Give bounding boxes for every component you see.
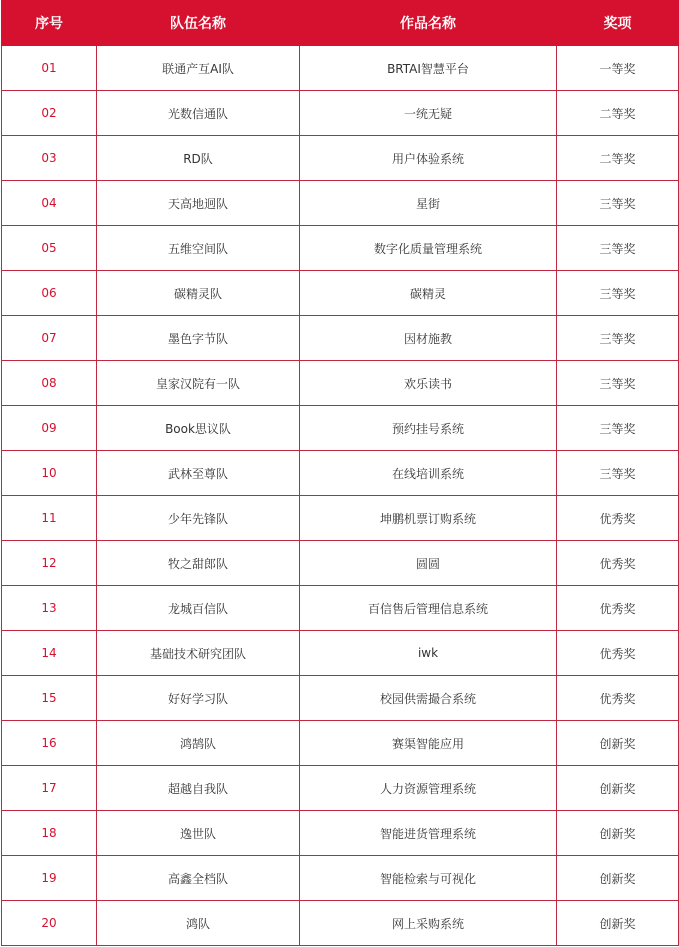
work-cell: 赛渠智能应用 [300, 721, 557, 766]
award-cell: 三等奖 [557, 361, 679, 406]
table-row [2, 316, 679, 361]
table-row [2, 586, 679, 631]
table-row [2, 271, 679, 316]
award-cell: 三等奖 [557, 406, 679, 451]
team-cell: 逸世队 [97, 811, 300, 856]
work-cell: 一统无疑 [300, 91, 557, 136]
table-row [2, 226, 679, 271]
table-row [2, 451, 679, 496]
work-cell: iwk [300, 631, 557, 676]
team-cell: 碳精灵队 [97, 271, 300, 316]
award-cell: 创新奖 [557, 811, 679, 856]
seq-cell: 20 [2, 901, 97, 946]
team-cell: 光数信通队 [97, 91, 300, 136]
work-cell: 因材施教 [300, 316, 557, 361]
table-row [2, 91, 679, 136]
work-cell: 在线培训系统 [300, 451, 557, 496]
work-cell: BRTAI智慧平台 [300, 46, 557, 91]
award-cell: 二等奖 [557, 91, 679, 136]
award-cell: 一等奖 [557, 46, 679, 91]
award-cell: 优秀奖 [557, 496, 679, 541]
table-row [2, 46, 679, 91]
table-row [2, 676, 679, 721]
work-cell: 网上采购系统 [300, 901, 557, 946]
table-row [2, 811, 679, 856]
team-cell: RD队 [97, 136, 300, 181]
seq-cell: 07 [2, 316, 97, 361]
seq-cell: 06 [2, 271, 97, 316]
work-cell: 预约挂号系统 [300, 406, 557, 451]
award-cell: 优秀奖 [557, 676, 679, 721]
award-cell: 优秀奖 [557, 541, 679, 586]
team-cell: 好好学习队 [97, 676, 300, 721]
table-row [2, 136, 679, 181]
seq-cell: 13 [2, 586, 97, 631]
award-cell: 创新奖 [557, 901, 679, 946]
table-row [2, 631, 679, 676]
table-row [2, 361, 679, 406]
table-row [2, 856, 679, 901]
work-cell: 数字化质量管理系统 [300, 226, 557, 271]
team-cell: 武林至尊队 [97, 451, 300, 496]
award-cell: 优秀奖 [557, 586, 679, 631]
team-cell: 联通产互AI队 [97, 46, 300, 91]
seq-cell: 11 [2, 496, 97, 541]
award-cell: 三等奖 [557, 226, 679, 271]
header-team: 队伍名称 [97, 1, 300, 46]
table-row [2, 496, 679, 541]
team-cell: Book思议队 [97, 406, 300, 451]
award-cell: 优秀奖 [557, 631, 679, 676]
header-award: 奖项 [557, 1, 679, 46]
award-cell: 三等奖 [557, 181, 679, 226]
seq-cell: 04 [2, 181, 97, 226]
work-cell: 用户体验系统 [300, 136, 557, 181]
award-cell: 创新奖 [557, 766, 679, 811]
header-row [2, 1, 679, 46]
team-cell: 基础技术研究团队 [97, 631, 300, 676]
work-cell: 欢乐读书 [300, 361, 557, 406]
awards-table [1, 0, 679, 946]
table-row [2, 181, 679, 226]
team-cell: 高鑫全档队 [97, 856, 300, 901]
team-cell: 牧之甜郎队 [97, 541, 300, 586]
award-cell: 创新奖 [557, 721, 679, 766]
team-cell: 天高地迥队 [97, 181, 300, 226]
award-cell: 二等奖 [557, 136, 679, 181]
team-cell: 五维空间队 [97, 226, 300, 271]
seq-cell: 14 [2, 631, 97, 676]
work-cell: 圆圆 [300, 541, 557, 586]
work-cell: 星街 [300, 181, 557, 226]
team-cell: 鸿队 [97, 901, 300, 946]
seq-cell: 02 [2, 91, 97, 136]
table-row [2, 406, 679, 451]
table-row [2, 901, 679, 946]
header-seq: 序号 [2, 1, 97, 46]
header-work: 作品名称 [300, 1, 557, 46]
seq-cell: 01 [2, 46, 97, 91]
seq-cell: 15 [2, 676, 97, 721]
table-row [2, 541, 679, 586]
team-cell: 龙城百信队 [97, 586, 300, 631]
award-cell: 三等奖 [557, 316, 679, 361]
team-cell: 墨色字节队 [97, 316, 300, 361]
seq-cell: 08 [2, 361, 97, 406]
work-cell: 校园供需撮合系统 [300, 676, 557, 721]
work-cell: 智能检索与可视化 [300, 856, 557, 901]
work-cell: 坤鹏机票订购系统 [300, 496, 557, 541]
work-cell: 碳精灵 [300, 271, 557, 316]
seq-cell: 17 [2, 766, 97, 811]
team-cell: 皇家汉院有一队 [97, 361, 300, 406]
seq-cell: 19 [2, 856, 97, 901]
award-cell: 三等奖 [557, 451, 679, 496]
team-cell: 超越自我队 [97, 766, 300, 811]
team-cell: 少年先锋队 [97, 496, 300, 541]
seq-cell: 09 [2, 406, 97, 451]
table-row [2, 721, 679, 766]
seq-cell: 05 [2, 226, 97, 271]
work-cell: 智能进货管理系统 [300, 811, 557, 856]
seq-cell: 16 [2, 721, 97, 766]
work-cell: 人力资源管理系统 [300, 766, 557, 811]
seq-cell: 10 [2, 451, 97, 496]
seq-cell: 03 [2, 136, 97, 181]
seq-cell: 18 [2, 811, 97, 856]
table-row [2, 766, 679, 811]
award-cell: 创新奖 [557, 856, 679, 901]
seq-cell: 12 [2, 541, 97, 586]
award-cell: 三等奖 [557, 271, 679, 316]
team-cell: 鸿鹄队 [97, 721, 300, 766]
work-cell: 百信售后管理信息系统 [300, 586, 557, 631]
